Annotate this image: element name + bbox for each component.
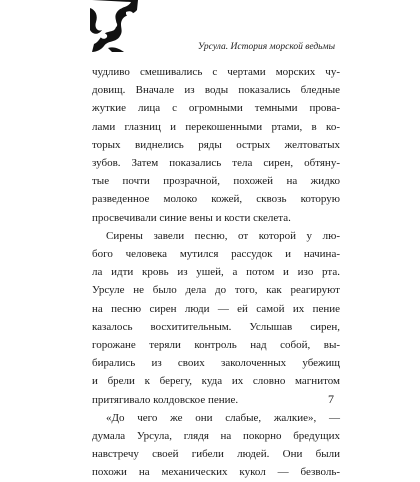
text-line: думала Урсула, глядя на покорно бредущих — [92, 430, 340, 443]
text-line: похожи на механических кукол — безволь- — [92, 466, 340, 479]
black-floral-ornament-icon — [90, 0, 140, 52]
text-line: «До чего же они слабые, жалкие», — — [106, 411, 340, 424]
text-line: горожане теряли контроль над собой, вы- — [92, 339, 340, 352]
text-line: довищ. Вначале из воды показались бледные — [92, 84, 340, 97]
text-line: бого человека мутился рассудок и начина- — [92, 248, 340, 261]
text-line: просвечивали синие вены и кости скелета. — [92, 211, 291, 224]
text-line: и брели к берегу, куда их словно магнитом — [92, 375, 340, 388]
text-line: Сирены завели песню, от которой у лю- — [106, 229, 340, 242]
text-line: Урсуле не было дела до того, как реагируют — [92, 284, 340, 297]
text-line: разведенное молоко кожей, сквозь которую — [92, 193, 340, 206]
text-line: бирались из своих заколоченных убежищ — [92, 357, 340, 370]
text-line: на песню сирен люди — ей самой их пение — [92, 302, 340, 315]
text-line: торых виднелись ряды острых желтоватых — [92, 138, 340, 151]
body-text — [92, 63, 340, 482]
text-line: зубов. Затем показались тела сирен, обтяну- — [92, 157, 340, 170]
running-head: Урсула. История морской ведьмы — [197, 42, 335, 52]
text-line: лами глазниц и перекошенными ртами, в ко- — [92, 120, 340, 133]
text-line: навстречу своей гибели людей. Они были — [92, 448, 340, 461]
text-line: тые почти прозрачной, похожей на жидко — [92, 175, 340, 188]
text-line: чудливо смешивались с чертами морских чу- — [92, 66, 340, 78]
page-number: 7 — [328, 392, 334, 406]
text-line: притягивало колдовское пение. — [92, 393, 239, 406]
text-line: казалось восхитительным. Услышав сирен, — [92, 320, 340, 333]
text-line: жуткие лица с огромными темными прова- — [92, 102, 340, 115]
text-line: ла идти кровь из ушей, а потом и изо рта. — [92, 266, 340, 279]
